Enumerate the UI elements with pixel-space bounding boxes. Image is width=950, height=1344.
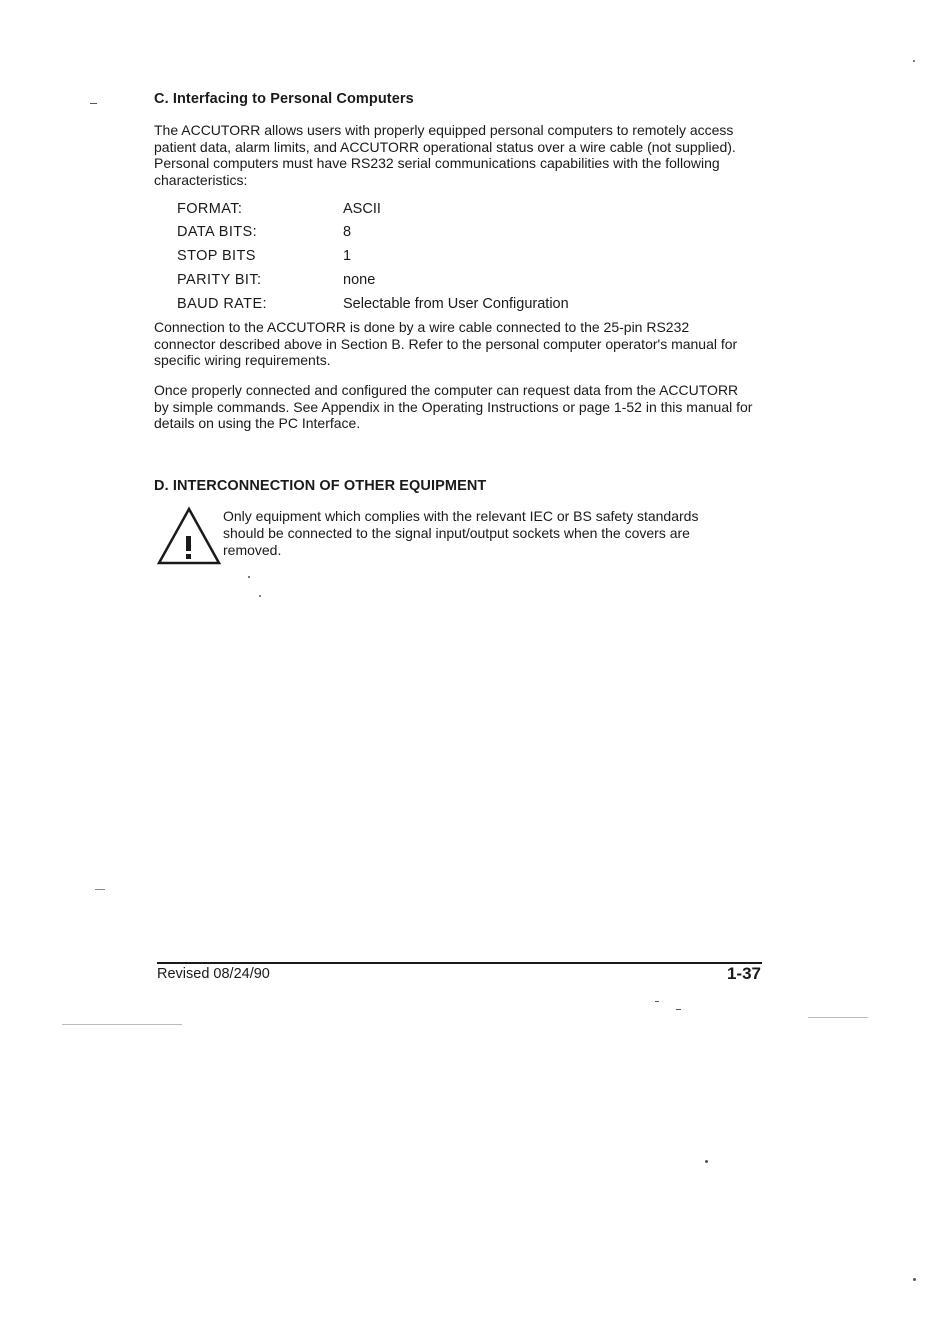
spec-value: Selectable from User Configuration — [343, 296, 569, 312]
spec-value: 8 — [343, 224, 352, 240]
spec-row-data-bits — [177, 224, 351, 240]
section-c-intro: The ACCUTORR allows users with properly equipped personal computers to remotely access patient data, alarm limits, and ACCUTORR operational status over a wire cable (not supplied). Personal computers must have RS232 serial communications capabilities with the following characteristics: — [154, 122, 736, 188]
footer-rule — [157, 962, 762, 964]
scan-speck — [248, 576, 250, 578]
spec-value: none — [343, 272, 376, 288]
section-c-request: Once properly connected and configured the computer can request data from the ACCUTORR by simple commands. See Appendix in the Operating Instructions or page 1-52 in this manual for details on using the PC Interface. — [154, 382, 753, 432]
scan-speck — [913, 60, 915, 62]
warning-text: Only equipment which complies with the relevant IEC or BS safety standards should be connected to the signal input/output sockets when the covers are removed. — [223, 508, 699, 558]
section-c-heading: C. Interfacing to Personal Computers — [154, 91, 414, 107]
spec-row-baud-rate — [177, 296, 569, 312]
scan-speck — [259, 595, 261, 597]
spec-label: BAUD RATE: — [177, 296, 267, 312]
scan-speck — [62, 1024, 182, 1025]
section-c-connection: Connection to the ACCUTORR is done by a wire cable connected to the 25-pin RS232 connector described above in Section B. Refer to the personal computer operator's manual for specific wiring requirements. — [154, 319, 738, 369]
spec-value: ASCII — [343, 201, 381, 217]
spec-label: FORMAT: — [177, 201, 243, 217]
spec-row-format — [177, 201, 381, 217]
revision-date: Revised 08/24/90 — [157, 966, 270, 982]
spec-label: PARITY BIT: — [177, 272, 262, 288]
spec-row-parity-bit — [177, 272, 375, 288]
scan-speck — [90, 103, 97, 104]
scan-speck — [913, 1278, 916, 1281]
scan-speck — [705, 1160, 708, 1163]
spec-label: STOP BITS — [177, 248, 256, 264]
scan-speck — [655, 1001, 659, 1002]
spec-row-stop-bits — [177, 248, 351, 264]
scan-speck — [808, 1017, 868, 1018]
scan-speck — [95, 889, 105, 890]
scan-speck — [676, 1009, 681, 1010]
section-d-heading: D. INTERCONNECTION OF OTHER EQUIPMENT — [154, 478, 487, 494]
warning-triangle-icon — [157, 506, 221, 566]
spec-label: DATA BITS: — [177, 224, 258, 240]
spec-value: 1 — [343, 248, 352, 264]
page-number: 1-37 — [726, 964, 761, 983]
